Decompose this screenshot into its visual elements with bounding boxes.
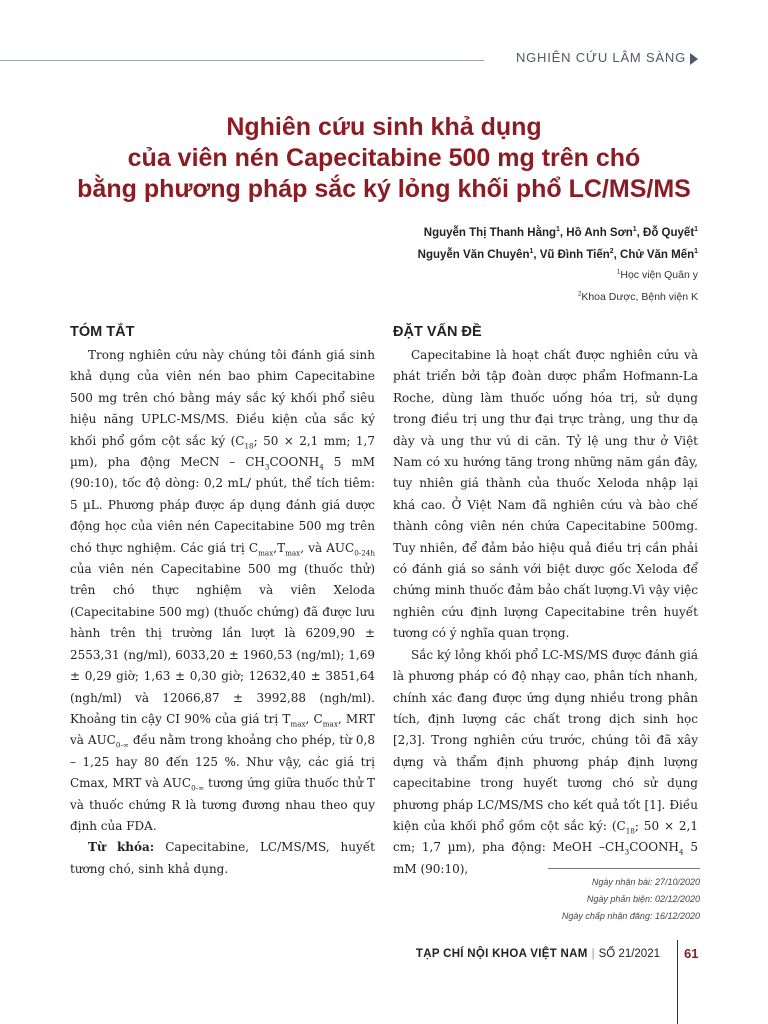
intro-text: Sắc ký lỏng khối phổ LC-MS/MS được đánh giá là phương pháp có độ nhạy cao, phân tích nhanh, chính xác đang được ứng dụng nhiều trong phân tích, định lượng các chất trong dịch sinh học [2,3]. Trong nghiên cứu trước, chúng tôi đã xây dựng và thẩm định phương pháp định lượng capecitabine trong huyết tương chó sử dụng phương pháp LC/MS/MS cho kết quả tốt [1]. Điều kiện của khối phổ gồm cột sắc ký: (C — [393, 647, 698, 833]
article-dates — [562, 874, 700, 925]
title-line-3: bằng phương pháp sắc ký lỏng khối phổ LC/MS/MS — [77, 175, 691, 203]
footer-separator: | — [591, 948, 595, 960]
section-header — [0, 40, 768, 80]
subscript: max — [285, 548, 301, 558]
triangle-arrow-icon — [690, 53, 698, 65]
date-received: Ngày nhận bài: 27/10/2020 — [591, 877, 700, 887]
dates-divider — [548, 868, 700, 869]
intro-text: 5 mM (90:10), — [393, 840, 698, 876]
abstract-text: của viên nén Capecitabine 500 mg (thuốc thử) trên chó thực nghiệm và viên Xeloda (Capecitabine 500 mg) (thuốc chứng) đã được lưu hành trên thị trường lần lượt là 6209,90 ± 2553,31 (ng/ml), 6033,20 ± 1960,53 (ng/ml); 1,69 ± 0,29 giờ; 1,63 ± 0,30 giờ; 12632,40 ± 3851,64 (ngh/ml) và 12066,87 ± 3992,88 (ngh/ml). Khoảng tin cậy CI 90% của giá trị T — [70, 562, 375, 726]
page-number: 61 — [684, 946, 699, 961]
introduction-paragraph-2 — [393, 645, 698, 880]
issue-number: SỐ 21/2021 — [598, 948, 660, 960]
affiliation-mark: 1 — [616, 268, 621, 276]
abstract-text: , MRT và AUC — [70, 711, 376, 748]
intro-text: COONH — [629, 840, 680, 855]
subscript: 4 — [319, 462, 324, 472]
date-reviewed: Ngày phản biện: 02/12/2020 — [586, 894, 700, 904]
abstract-text: tương ứng giữa thuốc thử T và thuốc chứng R là tương đương nhau theo quy định của FDA. — [70, 776, 375, 833]
introduction-column — [393, 322, 698, 880]
affiliation-2 — [578, 286, 698, 308]
affiliation-name: Học viện Quân y — [620, 269, 698, 281]
affiliation-name: Khoa Dược, Bệnh viện K — [581, 291, 698, 303]
author-list — [418, 222, 698, 266]
subscript: max — [290, 719, 306, 729]
author-affiliation-mark: 1 — [556, 226, 560, 234]
author-line-1: Nguyễn Thị Thanh Hằng$^1$, Hồ Anh Sơn$^1$, Đỗ Quyết$^1$ — [423, 226, 698, 239]
author-name: Đỗ Quyết — [643, 227, 695, 239]
journal-name: TẠP CHÍ NỘI KHOA VIỆT NAM — [415, 948, 588, 960]
abstract-text: COONH — [269, 455, 320, 470]
title-line-2: của viên nén Capecitabine 500 mg trên chó — [127, 144, 641, 172]
subscript: 3 — [624, 847, 630, 857]
subscript: 0-∞ — [191, 783, 205, 793]
date-accepted: Ngày chấp nhận đăng: 16/12/2020 — [561, 911, 700, 921]
abstract-paragraph — [70, 345, 375, 837]
abstract-text: , và AUC — [300, 540, 355, 555]
author-line-2: Nguyễn Văn Chuyên$^1$, Vũ Đình Tiến$^2$, Chử Văn Mến$^1$ — [417, 248, 698, 261]
affiliation-mark: 2 — [577, 290, 582, 298]
section-label: NGHIÊN CỨU LÂM SÀNG — [515, 50, 686, 65]
subscript: 4 — [679, 847, 684, 857]
abstract-text: Trong nghiên cứu này chúng tôi đánh giá sinh khả dụng của viên nén bao phim Capecitabine 500 mg trên chó bằng máy sắc ký khối phổ siêu hiệu năng UPLC-MS/MS. Điều kiện của sắc ký khối phổ gồm cột sắc ký (C — [70, 348, 375, 448]
abstract-heading: TÓM TẮT — [70, 324, 135, 340]
abstract-text: , C — [305, 711, 323, 726]
author-name: Hồ Anh Sơn — [566, 227, 633, 239]
abstract-column — [70, 322, 375, 880]
subscript: max — [258, 548, 274, 558]
subscript: 18 — [625, 826, 635, 836]
page-footer — [416, 948, 660, 960]
footer-vertical-rule — [677, 940, 678, 1024]
affiliations — [578, 264, 698, 308]
introduction-paragraph-1: Capecitabine là hoạt chất được nghiên cứu và phát triển bởi tập đoàn dược phẩm Hofmann-La Roche, dùng làm thuốc uống hóa trị, sử dụng trong điều trị ung thư đại trực tràng, ung thư dạ dày và ung thư vú di căn. Tỷ lệ ung thư ở Việt Nam có xu hướng tăng trong những năm gần đây, tuy nhiên giá thành của thuốc Xeloda nhập lại khá cao. Ở Việt Nam đã nghiên cứu và bào chế thành công viên nén chứa Capecitabine 500mg. Tuy nhiên, để đảm bảo hiệu quả điều trị cần phải có đánh giá so sánh với biệt dược gốc Xeloda để chứng minh thuốc đảm bảo chất lượng.Vì vậy việc nghiên cứu định lượng Capecitabine trên huyết tương có ý nghĩa quan trọng. — [393, 348, 698, 641]
author-name: Nguyễn Văn Chuyên — [417, 249, 530, 261]
author-name: Chử Văn Mến — [620, 249, 695, 261]
subscript: max — [322, 719, 338, 729]
title-line-1: Nghiên cứu sinh khả dụng — [226, 113, 542, 141]
keywords — [70, 837, 375, 880]
article-title — [40, 112, 728, 205]
abstract-text: ; 50 × 2,1 mm; 1,7 µm), pha động MeCN – CH — [70, 433, 375, 470]
subscript: 0-∞ — [115, 740, 129, 750]
subscript: 0-24h — [354, 548, 376, 558]
intro-text: ; 50 × 2,1 cm; 1,7 µm), pha động: MeOH –CH — [393, 818, 698, 855]
abstract-text: ,T — [273, 540, 286, 555]
section-header-rule — [0, 60, 484, 61]
author-affiliation-mark: 1 — [694, 226, 698, 234]
abstract-text: đều nằm trong khoảng cho phép, từ 0,8 – 1,25 hay 80 đến 125 %. Như vậy, các giá trị Cmax, MRT và AUC — [70, 733, 375, 791]
keywords-text: Capecitabine, LC/MS/MS, huyết tương chó, sinh khả dụng. — [70, 840, 375, 876]
author-name: Vũ Đình Tiến — [539, 249, 610, 261]
author-affiliation-mark: 1 — [632, 226, 637, 234]
abstract-text: 5 mM (90:10), tốc độ dòng: 0,2 mL/ phút, thể tích tiêm: 5 µL. Phương pháp được áp dụng đánh giá dược động học của viên nén Capecitabine 500 mg trên chó thực nghiệm. Các giá trị C — [70, 455, 375, 555]
introduction-heading: ĐẶT VẤN ĐỀ — [393, 324, 482, 340]
subscript: 3 — [264, 462, 270, 472]
author-affiliation-mark: 1 — [694, 248, 698, 256]
author-name: Nguyễn Thị Thanh Hằng — [423, 227, 557, 239]
author-affiliation-mark: 2 — [609, 248, 614, 256]
keywords-label: Từ khóa: — [88, 840, 155, 855]
subscript: 18 — [244, 441, 254, 451]
affiliation-1 — [578, 264, 698, 286]
author-affiliation-mark: 1 — [529, 248, 534, 256]
